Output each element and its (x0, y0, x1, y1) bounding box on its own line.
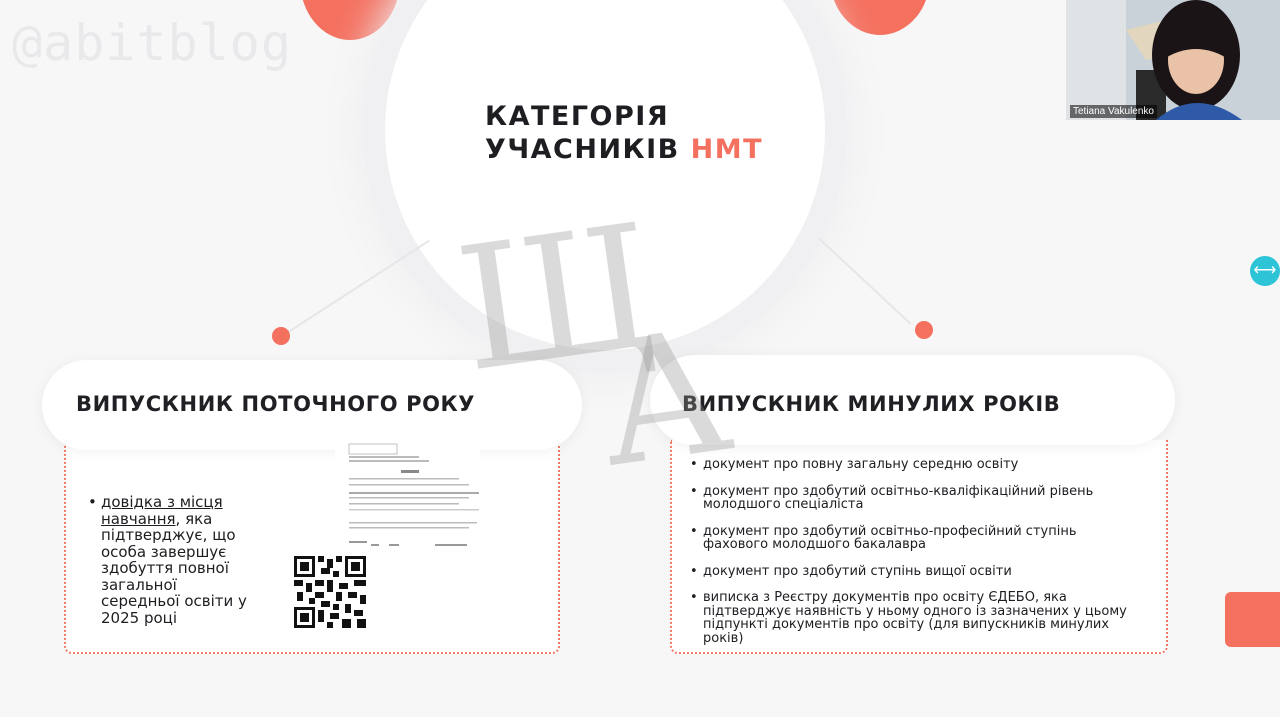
channel-watermark: @abitblog (12, 14, 292, 72)
participant-name: Tetiana Vakulenko (1070, 105, 1157, 118)
list-item: • документ про повну загальну середню освіту (690, 458, 1140, 472)
resize-arrows-icon[interactable]: ⟷ (1250, 256, 1280, 286)
connector-left (282, 240, 430, 337)
list-item: • документ про здобутий освітньо-професійний ступінь фахового молодшого бакалавра (690, 525, 1140, 552)
corner-accent (1225, 592, 1280, 647)
connector-dot-left (272, 327, 290, 345)
overlay-letter-1: Щ (447, 187, 667, 411)
title-line-1: КАТЕГОРІЯ (485, 101, 670, 132)
title-line-2: УЧАСНИКІВ (485, 134, 680, 165)
bullet: • (88, 493, 97, 511)
connector-dot-right (915, 321, 933, 339)
title-accent: НМТ (690, 134, 764, 165)
left-card-title: ВИПУСКНИК ПОТОЧНОГО РОКУ (76, 392, 476, 416)
decor-arc-left (300, 0, 400, 40)
overlay-letter-2: А (586, 292, 742, 506)
certificate-link[interactable]: довідка з місця навчання (101, 493, 223, 528)
list-item: • документ про здобутий ступінь вищої освіти (690, 565, 1140, 579)
decor-arc-right (830, 0, 930, 35)
left-card-text (88, 494, 258, 626)
right-card-list (690, 458, 1140, 658)
slide-title (485, 100, 763, 166)
right-card-title: ВИПУСКНИК МИНУЛИХ РОКІВ (682, 392, 1061, 416)
certificate-document-image (335, 440, 480, 558)
connector-right (819, 238, 912, 325)
participant-video[interactable] (1066, 0, 1280, 120)
qr-code-icon (294, 556, 366, 628)
list-item: • документ про здобутий освітньо-кваліфікаційний рівень молодшого спеціаліста (690, 485, 1140, 512)
certificate-description: , яка підтверджує, що особа завершує здобуття повної загальної середньої освіти у 2025 році (101, 509, 247, 627)
participant-avatar (1066, 0, 1280, 120)
list-item: • виписка з Реєстру документів про освіту ЄДЕБО, яка підтверджує наявність у ньому одного із зазначених у цьому підпункті документів про освіту (для випускників минулих років) (690, 591, 1140, 645)
